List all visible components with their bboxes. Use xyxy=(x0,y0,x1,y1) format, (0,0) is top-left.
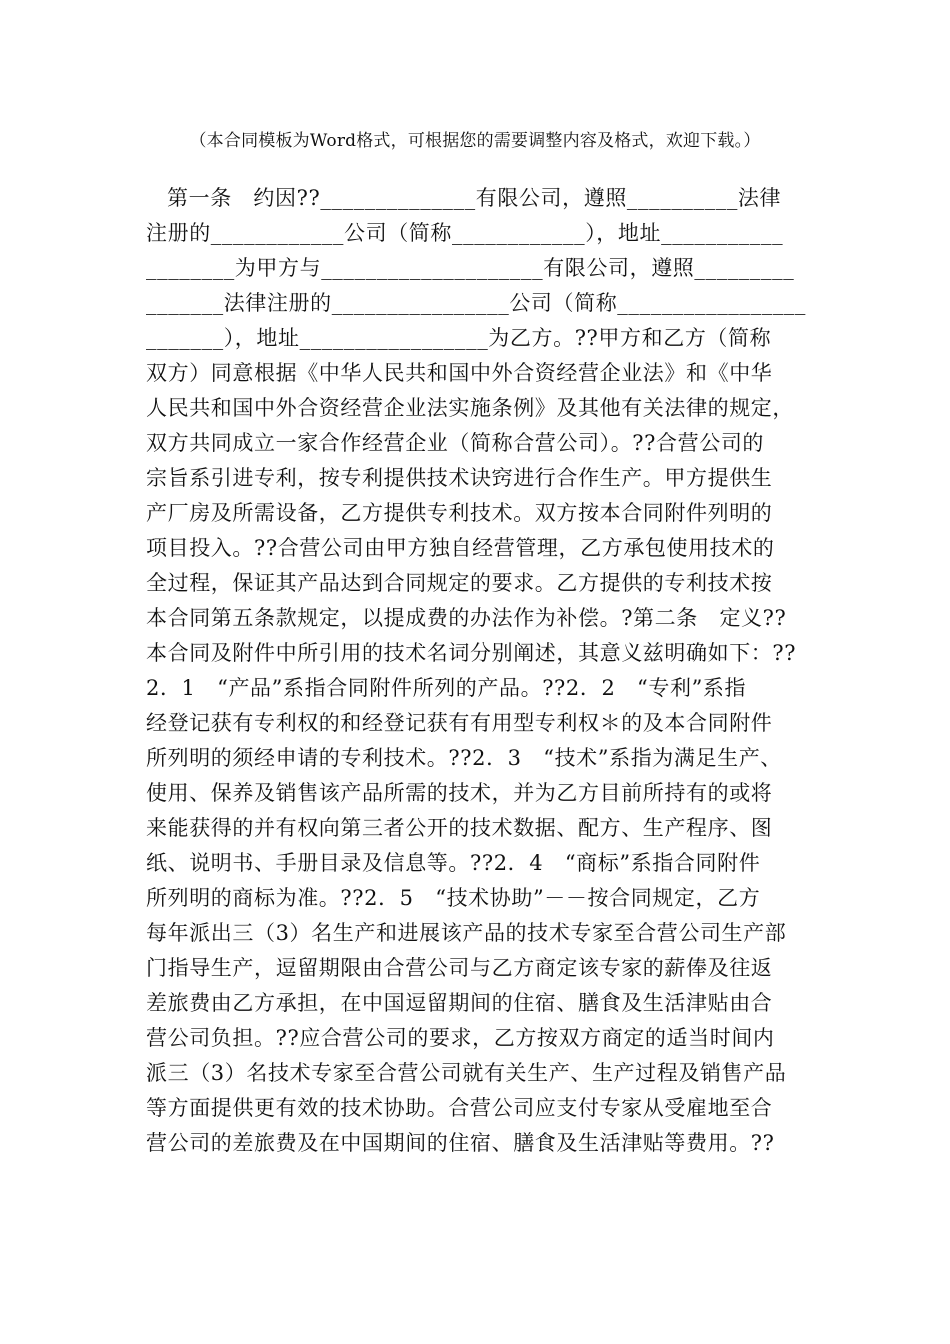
contract-line: 差旅费由乙方承担，在中国逗留期间的住宿、膳食及生活津贴由合 xyxy=(146,991,773,1015)
contract-line: 双方）同意根据《中华人民共和国中外合资经营企业法》和《中华 xyxy=(146,361,773,385)
contract-line: _______），地址_________________为乙方。??甲方和乙方（简称 xyxy=(146,326,772,350)
contract-line: 产厂房及所需设备，乙方提供专利技术。双方按本合同附件列明的 xyxy=(146,501,773,525)
contract-line: 项目投入。??合营公司由甲方独自经营管理，乙方承包使用技术的 xyxy=(146,536,775,560)
contract-line: 本合同及附件中所引用的技术名词分别阐述，其意义兹明确如下：?? xyxy=(146,641,797,665)
contract-line: 等方面提供更有效的技术协助。合营公司应支付专家从受雇地至合 xyxy=(146,1096,773,1120)
contract-line: 来能获得的并有权向第三者公开的技术数据、配方、生产程序、图 xyxy=(146,816,773,840)
contract-line: 注册的____________公司（简称____________），地址___________ xyxy=(146,221,784,245)
template-note: （本合同模板为Word格式，可根据您的需要调整内容及格式，欢迎下载。） xyxy=(189,131,761,151)
contract-line: 门指导生产，逗留期限由合营公司与乙方商定该专家的薪俸及往返 xyxy=(146,956,773,980)
contract-line: 2．1 “产品”系指合同附件所列的产品。??2．2 “专利”系指 xyxy=(146,676,747,700)
contract-line: 所列明的须经申请的专利技术。??2．3 “技术”系指为满足生产、 xyxy=(146,746,782,770)
contract-line: 所列明的商标为准。??2．5 “技术协助”－－按合同规定，乙方 xyxy=(146,886,761,910)
contract-line: 宗旨系引进专利，按专利提供技术诀窍进行合作生产。甲方提供生 xyxy=(146,466,773,490)
contract-line: 营公司负担。??应合营公司的要求，乙方按双方商定的适当时间内 xyxy=(146,1026,775,1050)
contract-line: 每年派出三（3）名生产和进展该产品的技术专家至合营公司生产部 xyxy=(146,921,787,945)
contract-line: 营公司的差旅费及在中国期间的住宿、膳食及生活津贴等费用。?? xyxy=(146,1131,775,1155)
contract-line: 双方共同成立一家合作经营企业（简称合营公司）。??合营公司的 xyxy=(146,431,765,455)
contract-line: 使用、保养及销售该产品所需的技术，并为乙方目前所持有的或将 xyxy=(146,781,773,805)
contract-line: 人民共和国中外合资经营企业法实施条例》及其他有关法律的规定， xyxy=(146,396,794,420)
contract-line: 本合同第五条款规定，以提成费的办法作为补偿。?第二条 定义?? xyxy=(146,606,787,630)
contract-line: _______法律注册的________________公司（简称_________________ xyxy=(146,291,806,315)
contract-line: 全过程，保证其产品达到合同规定的要求。乙方提供的专利技术按 xyxy=(146,571,773,595)
contract-line: 纸、说明书、手册目录及信息等。??2．4 “商标”系指合同附件 xyxy=(146,851,761,875)
contract-line: 第一条 约因??______________有限公司，遵照__________法律 xyxy=(167,186,782,210)
contract-line: 派三（3）名技术专家至合营公司就有关生产、生产过程及销售产品 xyxy=(146,1061,787,1085)
contract-line: 经登记获有专利权的和经登记获有有用型专利权＊的及本合同附件 xyxy=(146,711,773,735)
contract-line: ________为甲方与____________________有限公司，遵照_________ xyxy=(146,256,795,280)
contract-body xyxy=(146,181,826,1161)
